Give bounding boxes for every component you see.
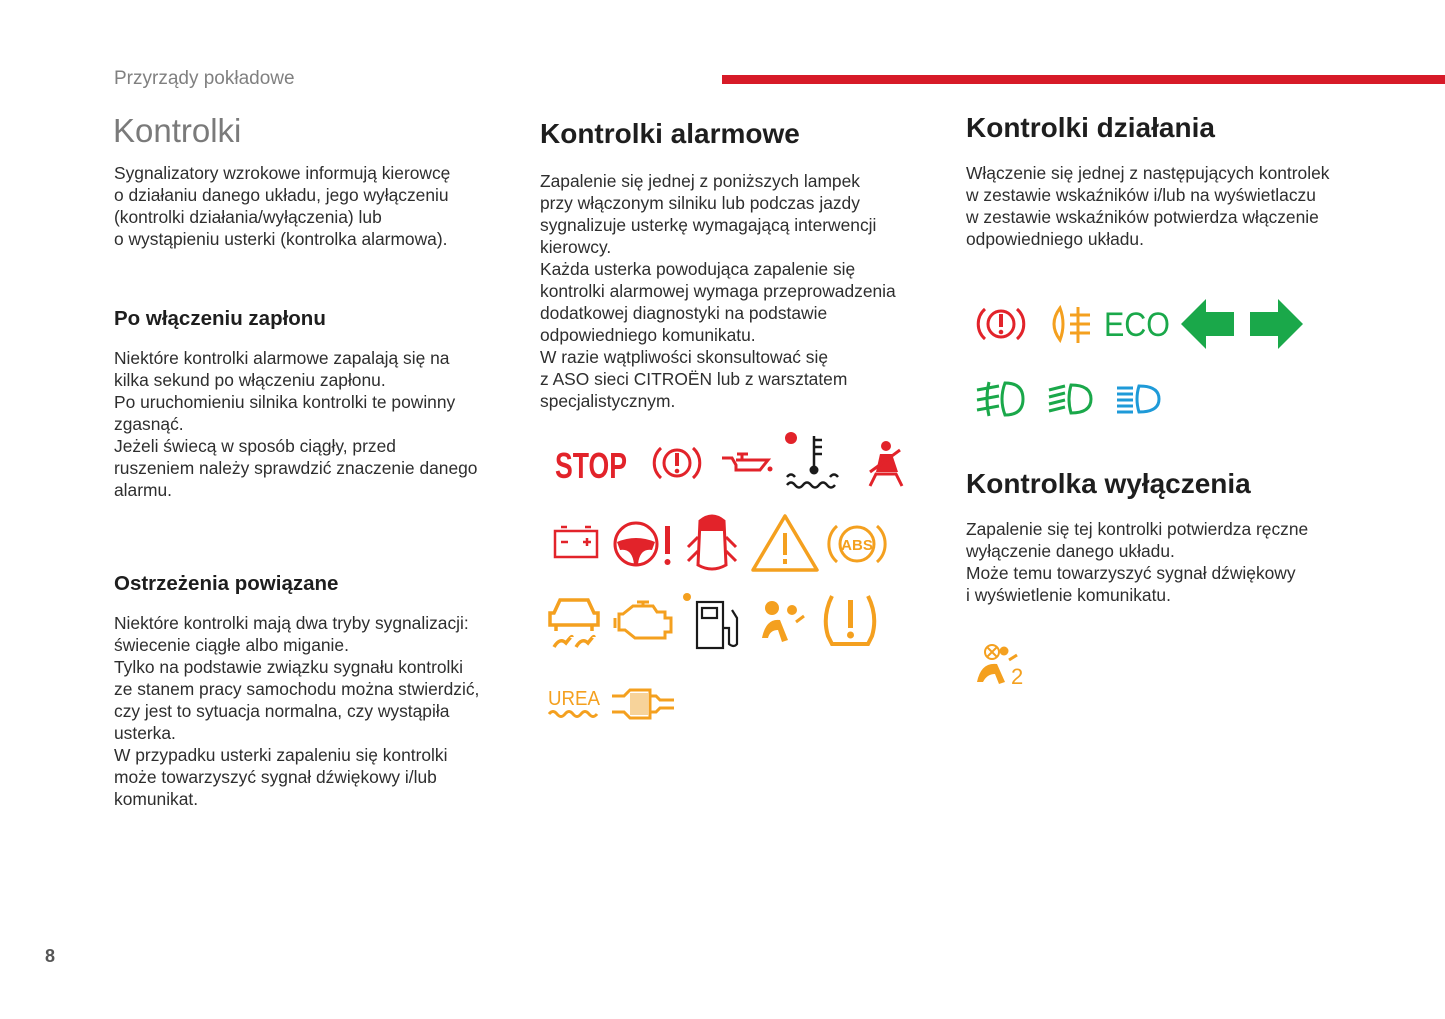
coolant-temperature-icon — [782, 432, 844, 490]
active-heading: Kontrolki działania — [966, 112, 1215, 143]
intro-paragraph — [114, 162, 450, 250]
low-fuel-icon — [682, 592, 746, 652]
text-line: ruszeniem należy sprawdzić znaczenie danego — [114, 458, 478, 478]
text-line: kierowcy. — [540, 237, 612, 257]
parking-brake-icon — [976, 303, 1026, 345]
ignition-heading: Po włączeniu zapłonu — [114, 307, 326, 330]
tyre-pressure-icon — [820, 592, 880, 650]
text-line: Sygnalizatory wzrokowe informują kierowcę — [114, 163, 451, 183]
brake-warning-icon — [653, 442, 701, 484]
abs-icon — [827, 520, 887, 568]
particle-filter-icon — [610, 686, 676, 722]
text-line: o wystąpieniu usterki (kontrolka alarmowa). — [114, 229, 448, 249]
text-line: Może temu towarzyszyć sygnał dźwiękowy — [966, 563, 1296, 583]
text-line: Włączenie się jednej z następujących kontrolek — [966, 163, 1330, 183]
power-steering-icon — [612, 520, 674, 570]
text-line: odpowiedniego układu. — [966, 229, 1144, 249]
text-line: (kontrolki działania/wyłączenia) lub — [114, 207, 382, 227]
text-line: kilka sekund po włączeniu zapłonu. — [114, 370, 386, 390]
door-open-icon — [684, 513, 740, 575]
warnings-paragraph — [114, 612, 479, 810]
text-line: Jeżeli świecą w sposób ciągły, przed — [114, 436, 396, 456]
left-indicator-icon — [1180, 298, 1236, 350]
text-line: Po uruchomieniu silnika kontrolki te powinny — [114, 392, 456, 412]
text-line: komunikat. — [114, 789, 199, 809]
text-line: Zapalenie się jednej z poniższych lampek — [540, 171, 860, 191]
off-heading: Kontrolka wyłączenia — [966, 468, 1251, 499]
text-line: Tylko na podstawie związku sygnału kontrolki — [114, 657, 463, 677]
front-fog-light-icon — [975, 380, 1025, 418]
urea-icon — [547, 686, 603, 720]
ignition-paragraph — [114, 347, 477, 501]
svg-text:STOP: STOP — [555, 445, 627, 486]
page-title: Kontrolki — [113, 112, 242, 149]
text-line: Niektóre kontrolki mają dwa tryby sygnalizacji: — [114, 613, 469, 633]
oil-pressure-icon — [720, 448, 775, 478]
engine-check-icon — [613, 600, 675, 644]
warning-triangle-icon — [750, 513, 820, 573]
rear-fog-light-icon — [1048, 305, 1094, 345]
text-line: w zestawie wskaźników potwierdza włączenie — [966, 207, 1319, 227]
battery-icon — [553, 525, 599, 559]
text-line: może towarzyszyć sygnał dźwiękowy i/lub — [114, 767, 437, 787]
text-line: wyłączenie danego układu. — [966, 541, 1175, 561]
dipped-beam-icon — [1047, 382, 1095, 416]
off-paragraph — [966, 518, 1308, 606]
svg-text:ABS: ABS — [841, 537, 873, 554]
text-line: specjalistycznym. — [540, 391, 676, 411]
text-line: i wyświetlenie komunikatu. — [966, 585, 1171, 605]
text-line: ze stanem pracy samochodu można stwierdzić, — [114, 679, 480, 699]
text-line: odpowiedniego komunikatu. — [540, 325, 756, 345]
text-line: sygnalizuje usterkę wymagającą interwencji — [540, 215, 877, 235]
text-line: czy jest to sytuacja normalna, czy wystąpiła — [114, 701, 450, 721]
passenger-airbag-off-icon — [975, 642, 1031, 689]
alarm-heading: Kontrolki alarmowe — [540, 118, 800, 149]
right-indicator-icon — [1248, 298, 1304, 350]
text-line: świecenie ciągłe albo miganie. — [114, 635, 349, 655]
text-line: dodatkowej diagnostyki na podstawie — [540, 303, 828, 323]
warnings-heading: Ostrzeżenia powiązane — [114, 572, 339, 595]
header-accent-bar — [722, 75, 1445, 84]
page-number: 8 — [45, 946, 56, 966]
text-line: W razie wątpliwości skonsultować się — [540, 347, 829, 367]
text-line: przy włączonym silniku lub podczas jazdy — [540, 193, 860, 213]
text-line: Każda usterka powodująca zapalenie się — [540, 259, 856, 279]
text-line: o działaniu danego układu, jego wyłączeniu — [114, 185, 449, 205]
alarm-paragraph — [540, 170, 896, 412]
airbag-icon — [760, 600, 806, 644]
stop-icon — [555, 440, 630, 485]
active-paragraph — [966, 162, 1329, 250]
stability-control-icon — [548, 595, 602, 650]
text-line: Niektóre kontrolki alarmowe zapalają się na — [114, 348, 450, 368]
svg-text:ECO: ECO — [1104, 306, 1170, 344]
running-title: Przyrządy pokładowe — [114, 68, 295, 89]
seatbelt-icon — [864, 440, 906, 488]
text-line: w zestawie wskaźników i/lub na wyświetlaczu — [966, 185, 1316, 205]
main-beam-icon — [1115, 384, 1163, 416]
svg-text:UREA: UREA — [548, 688, 601, 710]
eco-icon — [1104, 305, 1172, 344]
text-line: Zapalenie się tej kontrolki potwierdza ręczne — [966, 519, 1309, 539]
text-line: kontrolki alarmowej wymaga przeprowadzenia — [540, 281, 896, 301]
svg-text:2: 2 — [1011, 664, 1024, 689]
text-line: W przypadku usterki zapaleniu się kontrolki — [114, 745, 448, 765]
text-line: usterka. — [114, 723, 176, 743]
text-line: z ASO sieci CITROËN lub z warsztatem — [540, 369, 848, 389]
text-line: alarmu. — [114, 480, 172, 500]
text-line: zgasnąć. — [114, 414, 184, 434]
